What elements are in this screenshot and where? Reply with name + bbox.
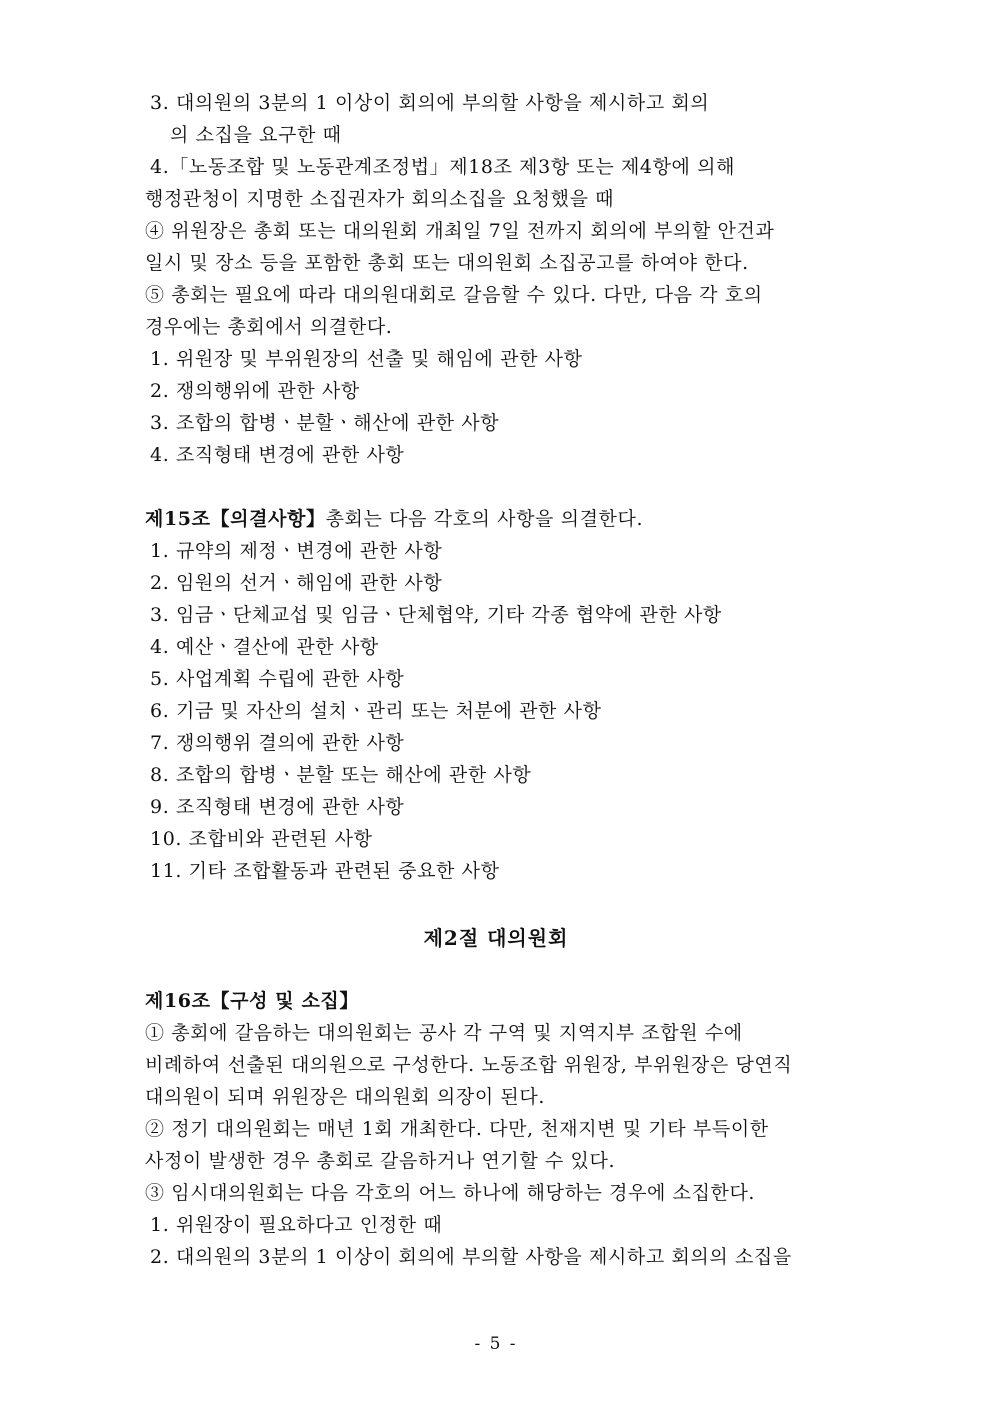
clause-2: ② 정기 대의원회는 매년 1회 개최한다. 다만, 천재지변 및 기타 부득이한 [145,1118,769,1140]
list-item: 2. 대의원의 3분의 1 이상이 회의에 부의할 사항을 제시하고 회의의 소집을 [150,1246,792,1268]
list-item: 1. 규약의 제정ㆍ변경에 관한 사항 [150,540,443,562]
list-item: 4. 예산ㆍ결산에 관한 사항 [150,636,379,658]
clause-5: ⑤ 총회는 필요에 따라 대의원대회로 갈음할 수 있다. 다만, 다음 각 호의 [145,284,763,306]
list-item: 4.「노동조합 및 노동관계조정법」제18조 제3항 또는 제4항에 의해 [150,156,736,178]
list-item: 1. 위원장이 필요하다고 인정한 때 [150,1214,443,1236]
paragraph-line: 사정이 발생한 경우 총회로 갈음하거나 연기할 수 있다. [145,1150,616,1172]
list-item: 1. 위원장 및 부위원장의 선출 및 해임에 관한 사항 [150,348,583,370]
article-15 [145,507,643,531]
list-item: 8. 조합의 합병ㆍ분할 또는 해산에 관한 사항 [150,764,532,786]
paragraph-line: 비례하여 선출된 대의원으로 구성한다. 노동조합 위원장, 부위원장은 당연직 [145,1054,793,1076]
article-15-text: 총회는 다음 각호의 사항을 의결한다. [325,508,644,530]
list-item: 4. 조직형태 변경에 관한 사항 [150,444,405,466]
list-item: 3. 임금ㆍ단체교섭 및 임금ㆍ단체협약, 기타 각종 협약에 관한 사항 [150,604,722,626]
list-item: 3. 조합의 합병ㆍ분할ㆍ해산에 관한 사항 [150,412,500,434]
paragraph-line: 경우에는 총회에서 의결한다. [145,316,393,338]
article-15-heading: 제15조【의결사항】 [145,508,326,530]
list-item: 6. 기금 및 자산의 설치ㆍ관리 또는 처분에 관한 사항 [150,700,602,722]
list-item: 2. 쟁의행위에 관한 사항 [150,380,360,402]
list-item: 7. 쟁의행위 결의에 관한 사항 [150,732,405,754]
article-16-heading: 제16조【구성 및 소집】 [145,990,359,1012]
section-title: 제2절 대의원회 [423,926,569,950]
clause-3: ③ 임시대의원회는 다음 각호의 어느 하나에 해당하는 경우에 소집한다. [145,1182,756,1204]
list-item: 10. 조합비와 관련된 사항 [150,828,373,850]
paragraph-line: 일시 및 장소 등을 포함한 총회 또는 대의원회 소집공고를 하여야 한다. [145,252,749,274]
list-item: 11. 기타 조합활동과 관련된 중요한 사항 [150,860,500,882]
list-item: 5. 사업계획 수립에 관한 사항 [150,668,405,690]
paragraph-line: 행정관청이 지명한 소집권자가 회의소집을 요청했을 때 [145,188,615,210]
page-number: - 5 - [474,1334,518,1354]
list-item: 2. 임원의 선거ㆍ해임에 관한 사항 [150,572,443,594]
list-item: 9. 조직형태 변경에 관한 사항 [150,796,405,818]
list-item-continuation: 의 소집을 요구한 때 [170,124,342,146]
paragraph-line: 대의원이 되며 위원장은 대의원회 의장이 된다. [145,1086,545,1108]
clause-1: ① 총회에 갈음하는 대의원회는 공사 각 구역 및 지역지부 조합원 수에 [145,1022,743,1044]
list-item: 3. 대의원의 3분의 1 이상이 회의에 부의할 사항을 제시하고 회의 [150,92,710,114]
clause-4: ④ 위원장은 총회 또는 대의원회 개최일 7일 전까지 회의에 부의할 안건과 [145,220,775,242]
